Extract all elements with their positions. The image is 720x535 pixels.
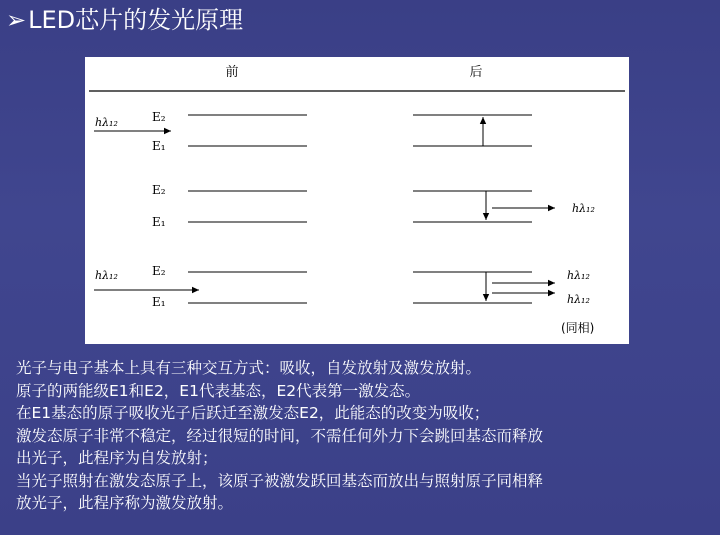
column-header-after: 后 bbox=[469, 65, 483, 80]
level-e1-label: E₁ bbox=[152, 139, 166, 153]
paragraph-line: 当光子照射在激发态原子上，该原子被激发跃回基态而放出与照射原子同相释 bbox=[16, 471, 544, 490]
energy-level-diagram bbox=[85, 57, 629, 344]
in-phase-label: (同相) bbox=[561, 321, 595, 335]
level-e2-label: E₂ bbox=[152, 264, 166, 278]
incident-photon-label: hλ₁₂ bbox=[95, 116, 118, 129]
bullet-arrow-icon: ➢ bbox=[6, 6, 27, 34]
diagram-svg bbox=[85, 57, 629, 344]
level-e1-label: E₁ bbox=[152, 215, 166, 229]
title-text: LED芯片的发光原理 bbox=[28, 6, 244, 34]
paragraph-line: 在E1基态的原子吸收光子后跃迁至激发态E2，此能态的改变为吸收； bbox=[16, 404, 490, 422]
spontaneous-emission-row bbox=[152, 183, 595, 229]
explanation-text bbox=[16, 357, 716, 515]
paragraph-line: 出光子，此程序为自发放射； bbox=[16, 449, 218, 467]
paragraph-line: 激发态原子非常不稳定，经过很短的时间，不需任何外力下会跳回基态而释放 bbox=[16, 426, 544, 445]
column-header-before: 前 bbox=[225, 65, 239, 80]
incident-photon-label: hλ₁₂ bbox=[95, 269, 118, 282]
paragraph-line: 放光子，此程序称为激发放射。 bbox=[16, 494, 234, 512]
emitted-photon-label: hλ₁₂ bbox=[572, 202, 595, 215]
level-e1-label: E₁ bbox=[152, 295, 166, 309]
slide-title bbox=[6, 4, 243, 36]
emitted-photon-label: hλ₁₂ bbox=[567, 269, 590, 282]
paragraph-line: 光子与电子基本上具有三种交互方式：吸收，自发放射及激发放射。 bbox=[16, 359, 482, 377]
paragraph-line: 原子的两能级E1和E2，E1代表基态，E2代表第一激发态。 bbox=[16, 381, 421, 400]
stimulating-photon-label: hλ₁₂ bbox=[567, 293, 590, 306]
level-e2-label: E₂ bbox=[152, 110, 166, 124]
absorption-row bbox=[94, 110, 532, 153]
stimulated-emission-row bbox=[94, 264, 594, 335]
level-e2-label: E₂ bbox=[152, 183, 166, 197]
